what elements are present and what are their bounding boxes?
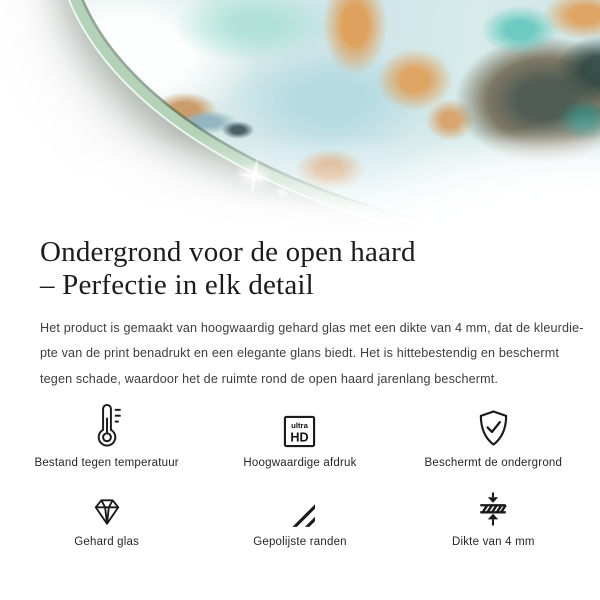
product-description — [40, 316, 584, 392]
feature-polished-edges — [203, 491, 396, 550]
description-line: Het product is gemaakt van hoogwaardig gehard glas met een dikte van 4 mm, dat de kleurdie- — [40, 321, 584, 335]
feature-tempered-glass — [10, 491, 203, 550]
feature-print-quality — [203, 402, 396, 471]
description-section — [0, 236, 600, 392]
page-title-line2: – Perfectie in elk detail — [40, 269, 314, 301]
feature-protection — [397, 402, 590, 471]
description-line: pte van de print benadrukt en een elegante glans biedt. Het is hittebestendig en beschermt — [40, 346, 559, 361]
ultra-hd-icon — [283, 415, 316, 448]
feature-temperature — [10, 402, 203, 471]
icon-box — [90, 491, 124, 527]
feature-label: Dikte van 4 mm — [451, 535, 535, 548]
icon-box — [285, 491, 315, 527]
feature-label: Gepolijste randen — [253, 535, 347, 548]
icon-box — [476, 402, 511, 448]
feature-label: Beschermt de ondergrond — [424, 456, 563, 469]
feature-label: Bestand tegen temperatuur — [34, 456, 179, 469]
icon-box — [476, 491, 510, 527]
thermometer-icon — [91, 403, 123, 448]
icon-box — [91, 402, 123, 448]
description-line: tegen schade, waardoor het de ruimte rond de open haard jarenlang beschermt. — [40, 371, 499, 386]
feature-grid — [0, 402, 600, 550]
page-title-line1: Ondergrond voor de open haard — [40, 236, 416, 268]
feature-thickness — [397, 491, 590, 550]
feature-label: Gehard glas — [74, 535, 140, 548]
glass-plate-edge — [56, 0, 600, 232]
svg-text:HD: HD — [290, 430, 310, 445]
diamond-icon — [90, 497, 124, 527]
page-title — [40, 236, 560, 302]
icon-box — [283, 402, 316, 448]
shield-check-icon — [476, 409, 511, 448]
svg-text:ultra: ultra — [291, 420, 309, 430]
thickness-icon — [476, 491, 510, 527]
feature-label: Hoogwaardige afdruk — [243, 456, 357, 469]
polished-edges-icon — [285, 497, 315, 527]
product-image — [0, 0, 600, 232]
